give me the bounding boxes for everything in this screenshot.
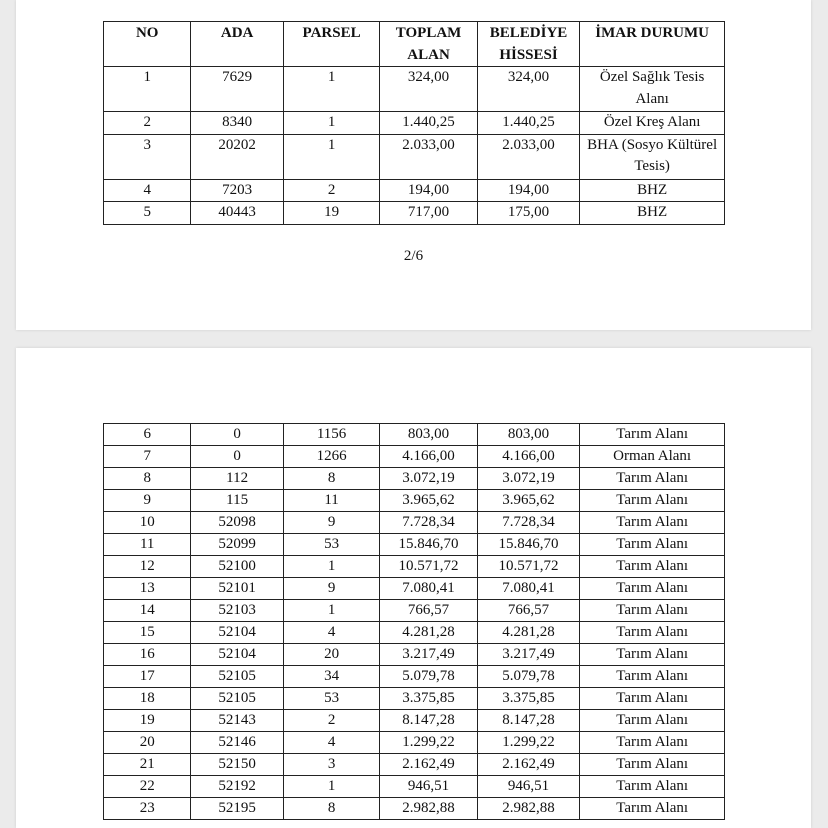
cell-ada: 0 [191, 424, 283, 446]
cell-imar-durumu: Tarım Alanı [580, 666, 725, 688]
cell-toplam-alan: 8.147,28 [380, 710, 477, 732]
parcel-table-page-1 [103, 21, 725, 225]
cell-no: 19 [104, 710, 191, 732]
cell-no: 18 [104, 688, 191, 710]
header-parsel: PARSEL [283, 22, 379, 67]
table-row [104, 134, 725, 179]
cell-parsel: 4 [283, 622, 379, 644]
table-row [104, 556, 725, 578]
cell-belediye-hissesi: 766,57 [477, 600, 579, 622]
table-row [104, 468, 725, 490]
cell-belediye-hissesi: 2.033,00 [477, 134, 579, 179]
cell-imar-durumu: Tarım Alanı [580, 424, 725, 446]
cell-ada: 7203 [191, 179, 283, 202]
cell-imar-durumu: Tarım Alanı [580, 776, 725, 798]
cell-imar-durumu: Tarım Alanı [580, 798, 725, 820]
cell-parsel: 1156 [283, 424, 379, 446]
cell-belediye-hissesi: 3.217,49 [477, 644, 579, 666]
cell-no: 16 [104, 644, 191, 666]
table-row [104, 202, 725, 225]
cell-parsel: 11 [283, 490, 379, 512]
table-row [104, 112, 725, 135]
cell-ada: 8340 [191, 112, 283, 135]
cell-no: 17 [104, 666, 191, 688]
cell-ada: 52192 [191, 776, 283, 798]
cell-belediye-hissesi: 3.965,62 [477, 490, 579, 512]
cell-imar-durumu: BHZ [580, 202, 725, 225]
cell-parsel: 1 [283, 600, 379, 622]
table-row [104, 710, 725, 732]
cell-parsel: 9 [283, 578, 379, 600]
cell-ada: 112 [191, 468, 283, 490]
cell-toplam-alan: 1.299,22 [380, 732, 477, 754]
cell-parsel: 34 [283, 666, 379, 688]
cell-imar-durumu: Tarım Alanı [580, 754, 725, 776]
cell-ada: 52098 [191, 512, 283, 534]
cell-imar-durumu: Tarım Alanı [580, 622, 725, 644]
cell-no: 11 [104, 534, 191, 556]
cell-belediye-hissesi: 4.166,00 [477, 446, 579, 468]
cell-imar-durumu: Tarım Alanı [580, 578, 725, 600]
cell-belediye-hissesi: 324,00 [477, 67, 579, 112]
cell-parsel: 1 [283, 556, 379, 578]
table-row [104, 644, 725, 666]
cell-no: 10 [104, 512, 191, 534]
cell-imar-durumu: BHZ [580, 179, 725, 202]
cell-ada: 52099 [191, 534, 283, 556]
cell-parsel: 1 [283, 67, 379, 112]
cell-no: 12 [104, 556, 191, 578]
header-ada: ADA [191, 22, 283, 67]
cell-parsel: 1 [283, 134, 379, 179]
cell-parsel: 3 [283, 754, 379, 776]
cell-toplam-alan: 766,57 [380, 600, 477, 622]
cell-belediye-hissesi: 3.072,19 [477, 468, 579, 490]
cell-toplam-alan: 10.571,72 [380, 556, 477, 578]
cell-toplam-alan: 15.846,70 [380, 534, 477, 556]
cell-imar-durumu: Tarım Alanı [580, 644, 725, 666]
cell-parsel: 1 [283, 112, 379, 135]
table-row [104, 179, 725, 202]
cell-imar-durumu: Tarım Alanı [580, 710, 725, 732]
cell-toplam-alan: 803,00 [380, 424, 477, 446]
cell-ada: 115 [191, 490, 283, 512]
cell-imar-durumu: Tarım Alanı [580, 732, 725, 754]
cell-toplam-alan: 1.440,25 [380, 112, 477, 135]
cell-parsel: 2 [283, 710, 379, 732]
cell-ada: 52105 [191, 688, 283, 710]
cell-no: 6 [104, 424, 191, 446]
cell-ada: 52103 [191, 600, 283, 622]
cell-no: 1 [104, 67, 191, 112]
cell-toplam-alan: 3.965,62 [380, 490, 477, 512]
cell-ada: 52143 [191, 710, 283, 732]
cell-parsel: 53 [283, 534, 379, 556]
cell-imar-durumu: Tarım Alanı [580, 534, 725, 556]
cell-toplam-alan: 4.166,00 [380, 446, 477, 468]
cell-parsel: 53 [283, 688, 379, 710]
cell-belediye-hissesi: 2.162,49 [477, 754, 579, 776]
cell-belediye-hissesi: 4.281,28 [477, 622, 579, 644]
cell-ada: 52195 [191, 798, 283, 820]
cell-parsel: 9 [283, 512, 379, 534]
document-page-2 [16, 348, 811, 828]
header-toplam-alan: TOPLAM ALAN [380, 22, 477, 67]
cell-no: 9 [104, 490, 191, 512]
cell-toplam-alan: 717,00 [380, 202, 477, 225]
cell-toplam-alan: 2.162,49 [380, 754, 477, 776]
cell-belediye-hissesi: 8.147,28 [477, 710, 579, 732]
table-row [104, 798, 725, 820]
cell-no: 22 [104, 776, 191, 798]
cell-parsel: 2 [283, 179, 379, 202]
cell-imar-durumu: Tarım Alanı [580, 490, 725, 512]
cell-parsel: 4 [283, 732, 379, 754]
cell-toplam-alan: 3.217,49 [380, 644, 477, 666]
table-row [104, 490, 725, 512]
cell-toplam-alan: 4.281,28 [380, 622, 477, 644]
cell-no: 2 [104, 112, 191, 135]
cell-ada: 20202 [191, 134, 283, 179]
cell-toplam-alan: 194,00 [380, 179, 477, 202]
table-row [104, 424, 725, 446]
cell-imar-durumu: BHA (Sosyo Kültürel Tesis) [580, 134, 725, 179]
table-row [104, 688, 725, 710]
cell-toplam-alan: 2.982,88 [380, 798, 477, 820]
table-row [104, 534, 725, 556]
cell-toplam-alan: 3.375,85 [380, 688, 477, 710]
cell-belediye-hissesi: 15.846,70 [477, 534, 579, 556]
cell-no: 8 [104, 468, 191, 490]
table-row [104, 754, 725, 776]
cell-belediye-hissesi: 3.375,85 [477, 688, 579, 710]
table-row [104, 578, 725, 600]
cell-toplam-alan: 2.033,00 [380, 134, 477, 179]
page-number: 2/6 [403, 248, 424, 264]
table-row [104, 732, 725, 754]
cell-belediye-hissesi: 7.080,41 [477, 578, 579, 600]
table-header-row [104, 22, 725, 67]
header-belediye-hissesi: BELEDİYE HİSSESİ [477, 22, 579, 67]
cell-ada: 52101 [191, 578, 283, 600]
cell-no: 7 [104, 446, 191, 468]
header-no: NO [104, 22, 191, 67]
cell-parsel: 20 [283, 644, 379, 666]
cell-no: 5 [104, 202, 191, 225]
cell-ada: 52100 [191, 556, 283, 578]
cell-imar-durumu: Özel Sağlık Tesis Alanı [580, 67, 725, 112]
cell-imar-durumu: Tarım Alanı [580, 688, 725, 710]
cell-belediye-hissesi: 2.982,88 [477, 798, 579, 820]
table-row [104, 67, 725, 112]
cell-toplam-alan: 5.079,78 [380, 666, 477, 688]
cell-no: 3 [104, 134, 191, 179]
cell-no: 20 [104, 732, 191, 754]
table-row [104, 600, 725, 622]
cell-ada: 52104 [191, 622, 283, 644]
cell-ada: 0 [191, 446, 283, 468]
cell-no: 14 [104, 600, 191, 622]
cell-parsel: 1266 [283, 446, 379, 468]
cell-imar-durumu: Tarım Alanı [580, 468, 725, 490]
cell-no: 23 [104, 798, 191, 820]
cell-imar-durumu: Orman Alanı [580, 446, 725, 468]
document-page-1 [16, 0, 811, 330]
cell-toplam-alan: 324,00 [380, 67, 477, 112]
cell-ada: 52104 [191, 644, 283, 666]
cell-toplam-alan: 3.072,19 [380, 468, 477, 490]
cell-ada: 52150 [191, 754, 283, 776]
cell-no: 4 [104, 179, 191, 202]
cell-belediye-hissesi: 194,00 [477, 179, 579, 202]
cell-parsel: 1 [283, 776, 379, 798]
table-row [104, 622, 725, 644]
cell-toplam-alan: 7.728,34 [380, 512, 477, 534]
cell-belediye-hissesi: 5.079,78 [477, 666, 579, 688]
cell-belediye-hissesi: 175,00 [477, 202, 579, 225]
cell-belediye-hissesi: 7.728,34 [477, 512, 579, 534]
cell-no: 21 [104, 754, 191, 776]
cell-imar-durumu: Tarım Alanı [580, 512, 725, 534]
cell-ada: 52105 [191, 666, 283, 688]
cell-ada: 52146 [191, 732, 283, 754]
cell-parsel: 19 [283, 202, 379, 225]
cell-belediye-hissesi: 10.571,72 [477, 556, 579, 578]
cell-belediye-hissesi: 1.440,25 [477, 112, 579, 135]
cell-no: 13 [104, 578, 191, 600]
cell-parsel: 8 [283, 798, 379, 820]
cell-imar-durumu: Tarım Alanı [580, 556, 725, 578]
table-row [104, 666, 725, 688]
cell-belediye-hissesi: 803,00 [477, 424, 579, 446]
cell-toplam-alan: 946,51 [380, 776, 477, 798]
cell-ada: 7629 [191, 67, 283, 112]
cell-parsel: 8 [283, 468, 379, 490]
table-row [104, 776, 725, 798]
table-row [104, 446, 725, 468]
cell-no: 15 [104, 622, 191, 644]
parcel-table-page-2 [103, 423, 725, 820]
cell-toplam-alan: 7.080,41 [380, 578, 477, 600]
cell-belediye-hissesi: 946,51 [477, 776, 579, 798]
cell-imar-durumu: Tarım Alanı [580, 600, 725, 622]
table-row [104, 512, 725, 534]
cell-ada: 40443 [191, 202, 283, 225]
cell-belediye-hissesi: 1.299,22 [477, 732, 579, 754]
header-imar-durumu: İMAR DURUMU [580, 22, 725, 67]
cell-imar-durumu: Özel Kreş Alanı [580, 112, 725, 135]
